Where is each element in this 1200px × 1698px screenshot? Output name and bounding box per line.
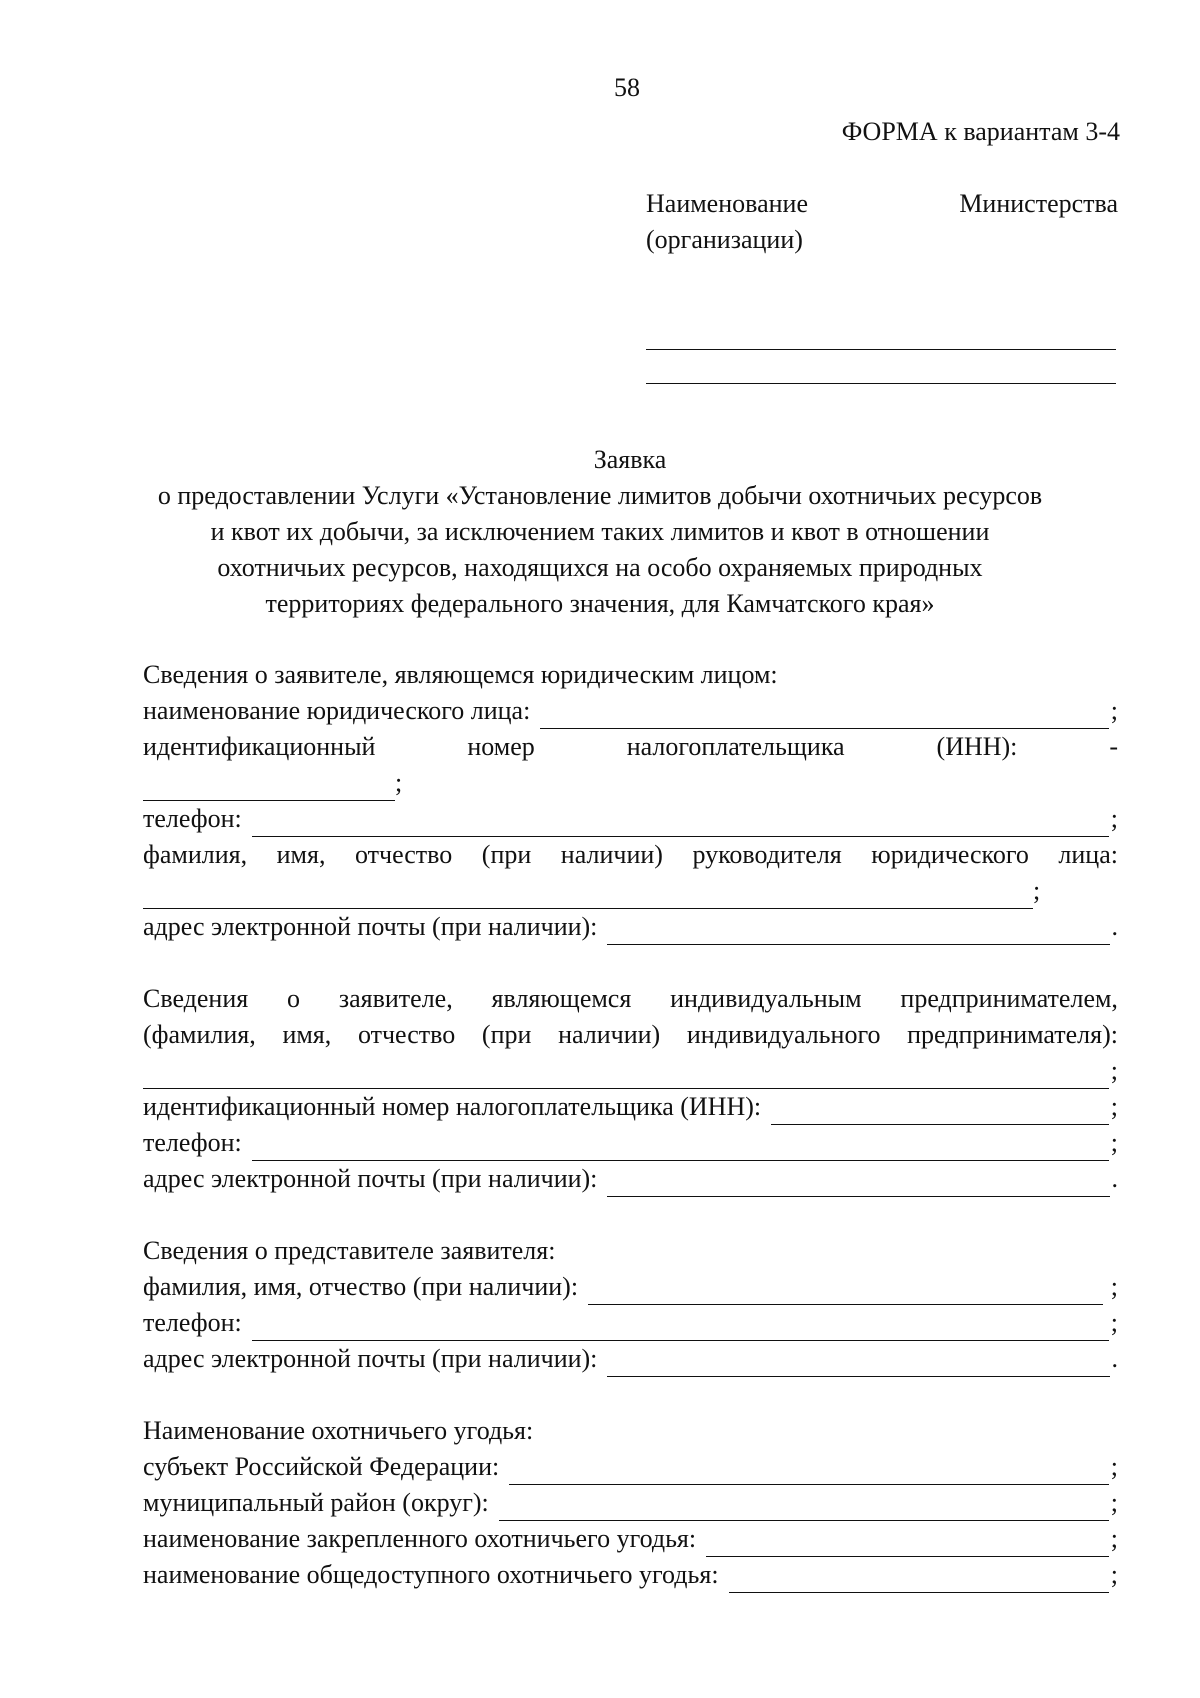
legal-inn-row xyxy=(143,729,1118,765)
legal-phone-row: телефон: ; xyxy=(143,801,1118,837)
representative-phone-row: телефон: ; xyxy=(143,1305,1118,1341)
inn-word-2: номер xyxy=(467,732,535,761)
legal-name-label: наименование юридического лица: xyxy=(143,696,531,725)
title-line-2: и квот их добычи, за исключением таких лимитов и квот в отношении xyxy=(210,517,990,546)
district-label: муниципальный район (округ): xyxy=(143,1488,489,1517)
addressee-word-2: Министерства xyxy=(959,189,1118,218)
subject-label: субъект Российской Федерации: xyxy=(143,1452,500,1481)
title-line-4: территориях федерального значения, для Камчатского края» xyxy=(265,589,935,618)
entrepreneur-fio-field[interactable] xyxy=(143,1061,1109,1089)
representative-fio-label: фамилия, имя, отчество (при наличии): xyxy=(143,1272,579,1301)
representative-header: Сведения о представителе заявителя: xyxy=(143,1236,556,1265)
addressee-blank-1[interactable] xyxy=(646,348,1116,350)
subject-field[interactable] xyxy=(509,1457,1109,1485)
page-number: 58 xyxy=(614,73,640,102)
entrepreneur-email-label: адрес электронной почты (при наличии): xyxy=(143,1164,598,1193)
entrepreneur-inn-label: идентификационный номер налогоплательщика (ИНН): xyxy=(143,1092,762,1121)
legal-phone-label: телефон: xyxy=(143,804,242,833)
representative-fio-field[interactable] xyxy=(588,1277,1103,1305)
public-ground-row: наименование общедоступного охотничьего угодья: ; xyxy=(143,1557,1118,1593)
entrepreneur-phone-label: телефон: xyxy=(143,1128,242,1157)
addressee-block xyxy=(646,186,1118,384)
legal-name-field[interactable] xyxy=(540,701,1108,729)
entrepreneur-fio-row: ; xyxy=(143,1053,1118,1089)
representative-phone-label: телефон: xyxy=(143,1308,242,1337)
entrepreneur-email-row: адрес электронной почты (при наличии): . xyxy=(143,1161,1118,1197)
assigned-ground-label: наименование закрепленного охотничьего угодья: xyxy=(143,1524,697,1553)
entrepreneur-email-field[interactable] xyxy=(607,1169,1109,1197)
legal-name-row: наименование юридического лица: ; xyxy=(143,693,1118,729)
legal-inn-field[interactable] xyxy=(143,773,395,801)
representative-fio-row: фамилия, имя, отчество (при наличии): ; xyxy=(143,1269,1118,1305)
legal-inn-continuation: ; xyxy=(143,765,1118,801)
form-label: ФОРМА к вариантам 3-4 xyxy=(841,117,1120,146)
inn-word-4: (ИНН): xyxy=(936,732,1018,761)
assigned-ground-row: наименование закрепленного охотничьего угодья: ; xyxy=(143,1521,1118,1557)
entrepreneur-line-2: (фамилия, имя, отчество (при наличии) индивидуального предпринимателя): xyxy=(143,1020,1118,1049)
legal-email-row: адрес электронной почты (при наличии): . xyxy=(143,909,1118,945)
district-field[interactable] xyxy=(499,1493,1109,1521)
hunting-ground-header: Наименование охотничьего угодья: xyxy=(143,1416,534,1445)
assigned-ground-field[interactable] xyxy=(706,1529,1109,1557)
district-row: муниципальный район (округ): ; xyxy=(143,1485,1118,1521)
public-ground-label: наименование общедоступного охотничьего угодья: xyxy=(143,1560,719,1589)
subject-row: субъект Российской Федерации: ; xyxy=(143,1449,1118,1485)
legal-phone-field[interactable] xyxy=(252,809,1109,837)
legal-head-continuation: ; xyxy=(143,873,1118,909)
legal-email-label: адрес электронной почты (при наличии): xyxy=(143,912,598,941)
public-ground-field[interactable] xyxy=(729,1565,1109,1593)
inn-word-1: идентификационный xyxy=(143,732,376,761)
representative-email-field[interactable] xyxy=(607,1349,1109,1377)
legal-email-field[interactable] xyxy=(607,917,1109,945)
inn-word-3: налогоплательщика xyxy=(626,732,845,761)
representative-email-label: адрес электронной почты (при наличии): xyxy=(143,1344,598,1373)
entrepreneur-inn-field[interactable] xyxy=(771,1097,1109,1125)
legal-head-row: фамилия, имя, отчество (при наличии) руководителя юридического лица: xyxy=(143,840,1118,869)
addressee-line-1 xyxy=(646,186,1118,222)
inn-word-5: - xyxy=(1109,732,1118,761)
addressee-line-2: (организации) xyxy=(646,225,803,254)
entrepreneur-header: Сведения о заявителе, являющемся индивидуальным предпринимателем, xyxy=(143,984,1118,1013)
legal-entity-header: Сведения о заявителе, являющемся юридическим лицом: xyxy=(143,660,778,689)
entrepreneur-inn-row: идентификационный номер налогоплательщика (ИНН): ; xyxy=(143,1089,1118,1125)
legal-head-field[interactable] xyxy=(143,881,1033,909)
title-line-3: охотничьих ресурсов, находящихся на особо охраняемых природных xyxy=(217,553,983,582)
entrepreneur-phone-field[interactable] xyxy=(252,1133,1109,1161)
representative-phone-field[interactable] xyxy=(252,1313,1109,1341)
addressee-word-1: Наименование xyxy=(646,189,808,218)
representative-email-row: адрес электронной почты (при наличии): . xyxy=(143,1341,1118,1377)
entrepreneur-phone-row: телефон: ; xyxy=(143,1125,1118,1161)
addressee-blank-2[interactable] xyxy=(646,382,1116,384)
document-title: Заявка xyxy=(593,445,667,474)
title-line-1: о предоставлении Услуги «Установление лимитов добычи охотничьих ресурсов xyxy=(157,481,1043,510)
